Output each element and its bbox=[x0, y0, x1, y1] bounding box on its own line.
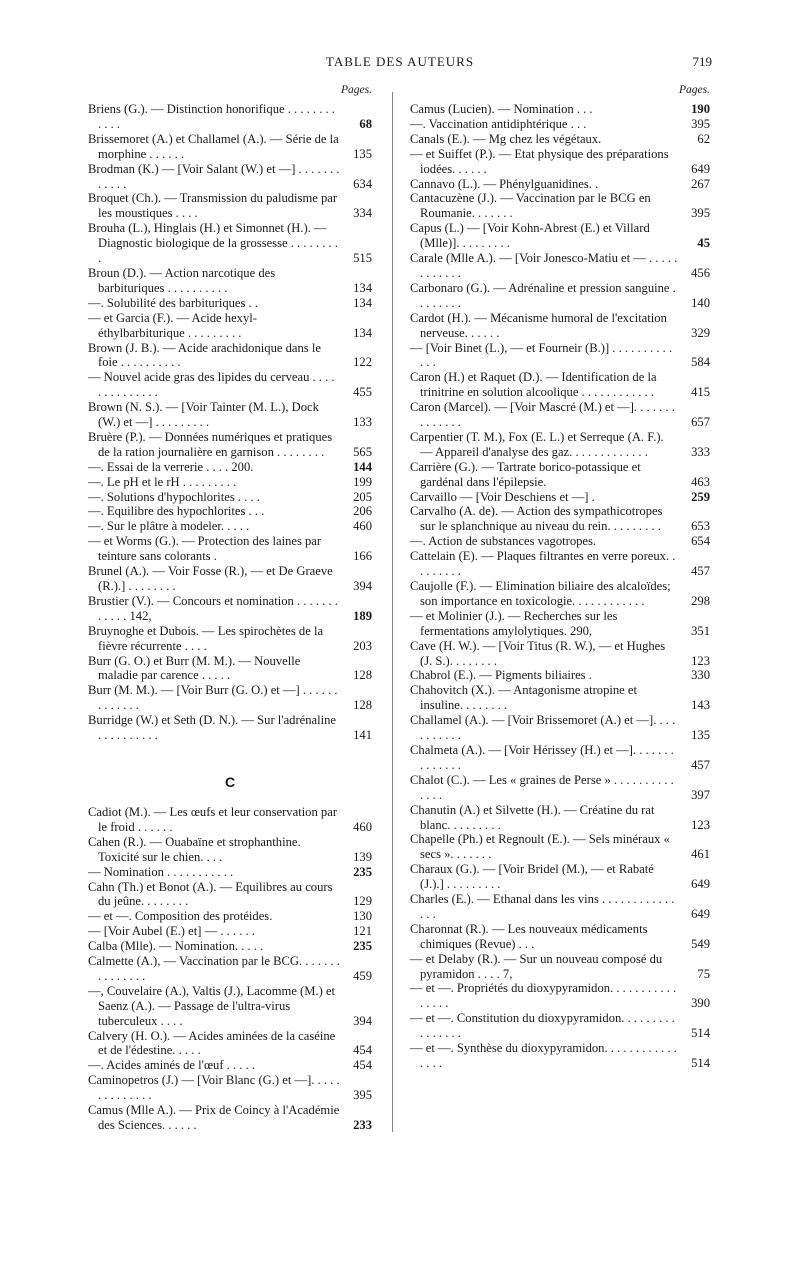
column-divider bbox=[392, 92, 393, 1132]
index-entry bbox=[410, 773, 710, 803]
index-entry bbox=[410, 311, 710, 341]
entry-page: 166 bbox=[353, 549, 372, 564]
entry-page: 139 bbox=[353, 849, 372, 864]
entry-page: 397 bbox=[691, 787, 710, 802]
entry-text: — et —. Constitution du dioxypyramidon. . . . . . . . . . . . . . . . bbox=[410, 1011, 675, 1041]
entry-page: 454 bbox=[353, 1043, 372, 1058]
entries-b bbox=[88, 102, 372, 743]
index-entry bbox=[88, 909, 372, 924]
index-entry bbox=[410, 892, 710, 922]
entry-text: Cahen (R.). — Ouabaïne et strophanthine. Toxicité sur le chien. . . . bbox=[88, 834, 301, 864]
entry-text: Calba (Mlle). — Nomination. . . . . bbox=[88, 939, 264, 954]
index-entry bbox=[410, 147, 710, 177]
running-header bbox=[0, 54, 800, 74]
entry-page: 395 bbox=[691, 206, 710, 221]
entry-text: — et Worms (G.). — Protection des laines par teinture sans colorants . bbox=[88, 534, 322, 564]
entry-text: Cadiot (M.). — Les œufs et leur conservation par le froid . . . . . . bbox=[88, 804, 338, 834]
entry-page: 395 bbox=[353, 1088, 372, 1103]
index-entry bbox=[410, 639, 710, 669]
entry-page: 459 bbox=[353, 968, 372, 983]
entry-text: —. Equilibre des hypochlorites . . . bbox=[88, 504, 265, 519]
entry-text: Burr (G. O.) et Burr (M. M.). — Nouvelle maladie par carence . . . . . bbox=[88, 653, 301, 683]
right-column bbox=[410, 84, 710, 1071]
index-entry bbox=[410, 1041, 710, 1071]
entry-text: Brown (N. S.). — [Voir Tainter (M. L.), Dock (W.) et —] . . . . . . . . . bbox=[88, 400, 319, 430]
index-entry bbox=[88, 939, 372, 954]
entry-page: 189 bbox=[353, 608, 372, 623]
index-entry bbox=[410, 341, 710, 371]
entry-page: 654 bbox=[691, 534, 710, 549]
entry-page: 235 bbox=[353, 864, 372, 879]
index-entry bbox=[410, 117, 710, 132]
entry-text: Chapelle (Ph.) et Regnoult (E.). — Sels minéraux « secs ». . . . . . . bbox=[410, 832, 670, 862]
entry-text: — Nouvel acide gras des lipides du cerveau . . . . . . . . . . . . . . bbox=[88, 370, 335, 400]
index-entry bbox=[88, 624, 372, 654]
entry-page: 565 bbox=[353, 444, 372, 459]
entry-page: 515 bbox=[353, 251, 372, 266]
entry-page: 129 bbox=[353, 894, 372, 909]
entry-text: Cattelain (E). — Plaques filtrantes en verre poreux. . . . . . . . . bbox=[410, 549, 676, 579]
index-entry bbox=[88, 430, 372, 460]
entry-page: 394 bbox=[353, 1013, 372, 1028]
entry-page: 351 bbox=[691, 623, 710, 638]
index-entry bbox=[410, 400, 710, 430]
entry-text: Brunel (A.). — Voir Fosse (R.), — et De Graeve (R.).] . . . . . . . . bbox=[88, 564, 333, 593]
index-entry bbox=[410, 102, 710, 117]
entry-text: Cantacuzène (J.). — Vaccination par le BCG en Roumanie. . . . . . . bbox=[410, 191, 651, 221]
entry-page: 460 bbox=[353, 819, 372, 834]
entry-text: —. Essai de la verrerie . . . . 200. bbox=[88, 459, 254, 474]
index-entry bbox=[410, 609, 710, 639]
index-entry bbox=[88, 954, 372, 984]
entry-text: Chalmeta (A.). — [Voir Hérissey (H.) et —]. . . . . . . . . . . . . . bbox=[410, 742, 674, 772]
entry-page: 235 bbox=[353, 939, 372, 954]
index-entry bbox=[88, 132, 372, 162]
index-entry bbox=[88, 296, 372, 311]
entry-page: 463 bbox=[691, 474, 710, 489]
index-entry bbox=[88, 102, 372, 132]
entry-page: 259 bbox=[691, 489, 710, 504]
entry-text: Chalot (C.). — Les « graines de Perse » . . . . . . . . . . . . . . bbox=[410, 772, 674, 802]
entry-page: 62 bbox=[697, 131, 710, 146]
index-entry bbox=[88, 984, 372, 1029]
entry-text: Carpentier (T. M.), Fox (E. L.) et Serreque (A. F.). — Appareil d'analyse des gaz. . . . . . . . . . . . . bbox=[410, 429, 664, 459]
entry-text: Caron (Marcel). — [Voir Mascré (M.) et —]. . . . . . . . . . . . . . bbox=[410, 400, 675, 430]
entry-page: 121 bbox=[353, 924, 372, 939]
entry-text: — et —. Propriétés du dioxypyramidon. . . . . . . . . . . . . . . . bbox=[410, 981, 677, 1011]
entry-page: 199 bbox=[353, 474, 372, 489]
index-entry bbox=[410, 668, 710, 683]
entry-text: Burr (M. M.). — [Voir Burr (G. O.) et —] . . . . . . . . . . . . . bbox=[88, 683, 338, 713]
entry-page: 649 bbox=[691, 161, 710, 176]
entry-text: Calvery (H. O.). — Acides aminées de la caséine et de l'édestine. . . . . bbox=[88, 1028, 336, 1058]
entry-text: Cannavo (L.). — Phénylguanidines. . bbox=[410, 176, 599, 191]
entry-page: 233 bbox=[353, 1118, 372, 1132]
index-entry bbox=[410, 579, 710, 609]
entry-page: 134 bbox=[353, 325, 372, 340]
entry-page: 584 bbox=[691, 355, 710, 370]
entry-page: 134 bbox=[353, 295, 372, 310]
index-entry bbox=[88, 162, 372, 192]
entry-text: —. Le pH et le rH . . . . . . . . . bbox=[88, 474, 237, 489]
entry-text: — et Suiffet (P.). — Etat physique des préparations iodées. . . . . . bbox=[410, 146, 669, 176]
entry-text: Brodman (K.) — [Voir Salant (W.) et —] . . . . . . . . . . . . bbox=[88, 161, 340, 191]
entry-page: 514 bbox=[691, 1026, 710, 1041]
entry-page: 133 bbox=[353, 415, 372, 430]
entry-page: 122 bbox=[353, 355, 372, 370]
entry-text: Caminopetros (J.) — [Voir Blanc (G.) et —]. . . . . . . . . . . . . . bbox=[88, 1073, 340, 1103]
index-entry bbox=[88, 191, 372, 221]
entry-page: 144 bbox=[353, 459, 372, 474]
index-entry bbox=[410, 504, 710, 534]
index-entry bbox=[88, 490, 372, 505]
entry-page: 455 bbox=[353, 385, 372, 400]
index-entry bbox=[410, 534, 710, 549]
index-entry bbox=[88, 504, 372, 519]
entries-c bbox=[88, 805, 372, 1133]
index-entry bbox=[410, 430, 710, 460]
entry-page: 206 bbox=[353, 504, 372, 519]
index-entry bbox=[88, 805, 372, 835]
entry-page: 649 bbox=[691, 906, 710, 921]
entry-text: Briens (G.). — Distinction honorifique . . . . . . . . . . . . bbox=[88, 102, 335, 131]
index-entry bbox=[88, 865, 372, 880]
entry-page: 333 bbox=[691, 444, 710, 459]
entry-text: Carrière (G.). — Tartrate borico-potassique et gardénal dans l'épilepsie. bbox=[410, 459, 641, 489]
entry-text: Brown (J. B.). — Acide arachidonique dans le foie . . . . . . . . . . bbox=[88, 340, 321, 370]
index-entry bbox=[410, 981, 710, 1011]
entry-page: 190 bbox=[691, 102, 710, 116]
entry-text: —. Solubilité des barbituriques . . bbox=[88, 295, 258, 310]
entry-text: Carale (Mlle A.). — [Voir Jonesco-Matiu et — . . . . . . . . . . . . bbox=[410, 251, 678, 280]
entry-text: — et Molinier (J.). — Recherches sur les fermentations amylolytiques. 290, bbox=[410, 608, 618, 638]
entry-text: Brouha (L.), Hinglais (H.) et Simonnet (H.). — Diagnostic biologique de la grossesse . . . . . . . . . bbox=[88, 221, 338, 266]
entry-page: 395 bbox=[691, 116, 710, 131]
entry-page: 141 bbox=[353, 728, 372, 743]
entry-page: 140 bbox=[691, 295, 710, 310]
entry-page: 143 bbox=[691, 698, 710, 713]
index-entry bbox=[410, 922, 710, 952]
entry-text: Caujolle (F.). — Elimination biliaire des alcaloïdes; son importance en toxicologie. . . . . . . . . . . . bbox=[410, 579, 671, 608]
entry-text: Brissemoret (A.) et Challamel (A.). — Série de la morphine . . . . . . bbox=[88, 131, 339, 161]
index-entry bbox=[410, 803, 710, 833]
entry-text: Broquet (Ch.). — Transmission du paludisme par les moustiques . . . . bbox=[88, 191, 338, 221]
entry-text: —. Vaccination antidiphtérique . . . bbox=[410, 116, 587, 131]
entry-text: Chabrol (E.). — Pigments biliaires . bbox=[410, 668, 592, 683]
entry-page: 329 bbox=[691, 325, 710, 340]
index-entry bbox=[410, 221, 710, 251]
entry-page: 298 bbox=[691, 593, 710, 608]
left-column bbox=[88, 84, 372, 1133]
entry-text: — et —. Synthèse du dioxypyramidon. . . . . . . . . . . . . . . . bbox=[410, 1041, 677, 1070]
entry-text: Carvaillo — [Voir Deschiens et —] . bbox=[410, 489, 595, 504]
entry-text: Camus (Lucien). — Nomination . . . bbox=[410, 102, 593, 116]
index-entry bbox=[88, 400, 372, 430]
index-entry bbox=[88, 341, 372, 371]
entry-page: 75 bbox=[697, 966, 710, 981]
entry-page: 653 bbox=[691, 519, 710, 534]
entry-text: — et Delaby (R.). — Sur un nouveau composé du pyramidon . . . . 7, bbox=[410, 951, 663, 981]
entry-page: 128 bbox=[353, 698, 372, 713]
entry-page: 267 bbox=[691, 176, 710, 191]
index-entry bbox=[410, 132, 710, 147]
section-letter-c: C bbox=[224, 773, 236, 790]
entries-right bbox=[410, 102, 710, 1071]
index-entry bbox=[88, 221, 372, 266]
index-entry bbox=[410, 370, 710, 400]
entry-text: Calmette (A.), — Vaccination par le BCG. . . . . . . . . . . . . . . bbox=[88, 954, 340, 983]
entry-page: 649 bbox=[691, 877, 710, 892]
entry-page: 135 bbox=[691, 728, 710, 743]
entry-text: Chanutin (A.) et Silvette (H.). — Créatine du rat blanc. . . . . . . . . bbox=[410, 802, 655, 832]
index-entry bbox=[410, 549, 710, 579]
entry-text: — [Voir Binet (L.), — et Fourneir (B.)] . . . . . . . . . . . . . bbox=[410, 340, 673, 370]
index-entry bbox=[410, 191, 710, 221]
entry-text: Caron (H.) et Raquet (D.). — Identification de la trinitrine en solution alcoolique . . . . . . . . . . . . bbox=[410, 370, 657, 400]
index-entry bbox=[88, 534, 372, 564]
entry-page: 203 bbox=[353, 638, 372, 653]
entry-page: 205 bbox=[353, 489, 372, 504]
entry-text: — et —. Composition des protéides. bbox=[88, 909, 273, 924]
index-entry bbox=[88, 266, 372, 296]
index-entry bbox=[410, 743, 710, 773]
index-entry bbox=[410, 251, 710, 281]
entry-page: 68 bbox=[359, 116, 372, 131]
entry-page: 123 bbox=[691, 817, 710, 832]
entry-page: 454 bbox=[353, 1058, 372, 1073]
entry-text: Charles (E.). — Ethanal dans les vins . . . . . . . . . . . . . . . bbox=[410, 892, 675, 921]
entry-page: 134 bbox=[353, 280, 372, 295]
entry-text: — et Garcia (F.). — Acide hexyl-éthylbarbiturique . . . . . . . . . bbox=[88, 310, 257, 340]
index-entry bbox=[88, 1103, 372, 1133]
entry-page: 657 bbox=[691, 415, 710, 430]
entry-page: 334 bbox=[353, 206, 372, 221]
entry-text: —, Couvelaire (A.), Valtis (J.), Lacomme (M.) et Saenz (A.). — Passage de l'ultra-virus tuberculeux . . . . bbox=[88, 983, 336, 1028]
page-number: 719 bbox=[692, 54, 712, 69]
entry-text: Capus (L.) — [Voir Kohn-Abrest (E.) et Villard (Mlle)]. . . . . . . . . bbox=[410, 221, 650, 251]
entry-page: 634 bbox=[353, 176, 372, 191]
index-entry bbox=[410, 1011, 710, 1041]
entry-text: —. Action de substances vagotropes. bbox=[410, 534, 597, 549]
entry-page: 514 bbox=[691, 1056, 710, 1070]
index-entry bbox=[88, 311, 372, 341]
index-entry bbox=[410, 460, 710, 490]
entry-text: Cardot (H.). — Mécanisme humoral de l'excitation nerveuse. . . . . . bbox=[410, 310, 667, 340]
index-entry bbox=[410, 862, 710, 892]
index-entry bbox=[410, 832, 710, 862]
entry-page: 390 bbox=[691, 996, 710, 1011]
entry-text: Cave (H. W.). — [Voir Titus (R. W.), — et Hughes (J. S.). . . . . . . . bbox=[410, 638, 666, 668]
index-entry bbox=[88, 564, 372, 594]
entry-page: 128 bbox=[353, 668, 372, 683]
entry-text: Canals (E.). — Mg chez les végétaux. bbox=[410, 131, 602, 146]
entry-page: 456 bbox=[691, 265, 710, 280]
entry-page: 461 bbox=[691, 847, 710, 862]
index-entry bbox=[88, 683, 372, 713]
entry-text: Carvalho (A. de). — Action des sympathicotropes sur le splanchnique au niveau du rein. . . . . . . . . bbox=[410, 504, 663, 534]
entry-page: 135 bbox=[353, 146, 372, 161]
index-entry bbox=[410, 952, 710, 982]
index-entry bbox=[88, 460, 372, 475]
entry-text: Charaux (G.). — [Voir Bridel (M.), — et Rabaté (J.).] . . . . . . . . . bbox=[410, 862, 654, 892]
index-entry bbox=[88, 475, 372, 490]
entry-page: 45 bbox=[697, 236, 710, 251]
pages-label-right: Pages. bbox=[679, 84, 710, 96]
index-entry bbox=[88, 1073, 372, 1103]
entry-text: Broun (D.). — Action narcotique des barbituriques . . . . . . . . . . bbox=[88, 265, 276, 295]
entry-text: Bruynoghe et Dubois. — Les spirochètes de la fièvre récurrente . . . . bbox=[88, 623, 324, 653]
index-entry bbox=[88, 835, 372, 865]
entry-text: Camus (Mlle A.). — Prix de Coincy à l'Académie des Sciences. . . . . . bbox=[88, 1103, 340, 1132]
entry-page: 394 bbox=[353, 579, 372, 593]
index-entry bbox=[88, 880, 372, 910]
entry-text: Challamel (A.). — [Voir Brissemoret (A.) et —]. . . . . . . . . . . bbox=[410, 713, 676, 743]
index-entry bbox=[410, 713, 710, 743]
entry-text: — [Voir Aubel (E.) et] — . . . . . . bbox=[88, 924, 255, 939]
entry-text: Bruère (P.). — Données numériques et pratiques de la ration journalière en garnison . . . . . . . . bbox=[88, 429, 333, 459]
entry-page: 549 bbox=[691, 936, 710, 951]
index-entry bbox=[88, 519, 372, 534]
entry-page: 330 bbox=[691, 668, 710, 683]
entry-page: 123 bbox=[691, 653, 710, 668]
index-entry bbox=[88, 1029, 372, 1059]
entry-text: —. Sur le plâtre à modeler. . . . . bbox=[88, 519, 250, 534]
index-entry bbox=[410, 177, 710, 192]
entry-page: 457 bbox=[691, 757, 710, 772]
index-entry bbox=[410, 281, 710, 311]
entry-text: Burridge (W.) et Seth (D. N.). — Sur l'adrénaline . . . . . . . . . . bbox=[88, 713, 337, 743]
entry-text: Carbonaro (G.). — Adrénaline et pression sanguine . . . . . . . . bbox=[410, 280, 676, 310]
entry-text: —. Acides aminés de l'œuf . . . . . bbox=[88, 1058, 256, 1073]
index-entry bbox=[88, 654, 372, 684]
header-title: TABLE DES AUTEURS bbox=[325, 54, 475, 69]
entry-text: — Nomination . . . . . . . . . . . bbox=[88, 864, 234, 879]
pages-label-left: Pages. bbox=[341, 84, 372, 96]
entry-page: 460 bbox=[353, 519, 372, 534]
index-entry bbox=[410, 490, 710, 505]
entry-page: 457 bbox=[691, 564, 710, 579]
index-entry bbox=[88, 1058, 372, 1073]
entry-text: Brustier (V.). — Concours et nomination . . . . . . . . . . . . 142, bbox=[88, 593, 338, 623]
index-entry bbox=[88, 370, 372, 400]
entry-page: 130 bbox=[353, 909, 372, 924]
entry-text: Cahn (Th.) et Bonot (A.). — Equilibres au cours du jeûne. . . . . . . . bbox=[88, 879, 333, 909]
index-entry bbox=[410, 683, 710, 713]
entry-page: 415 bbox=[691, 385, 710, 400]
index-entry bbox=[88, 924, 372, 939]
index-entry bbox=[88, 713, 372, 743]
entry-text: Chahovitch (X.). — Antagonisme atropine et insuline. . . . . . . . bbox=[410, 683, 637, 713]
entry-text: —. Solutions d'hypochlorites . . . . bbox=[88, 489, 260, 504]
entry-text: Charonnat (R.). — Les nouveaux médicaments chimiques (Revue) . . . bbox=[410, 921, 648, 951]
index-entry bbox=[88, 594, 372, 624]
